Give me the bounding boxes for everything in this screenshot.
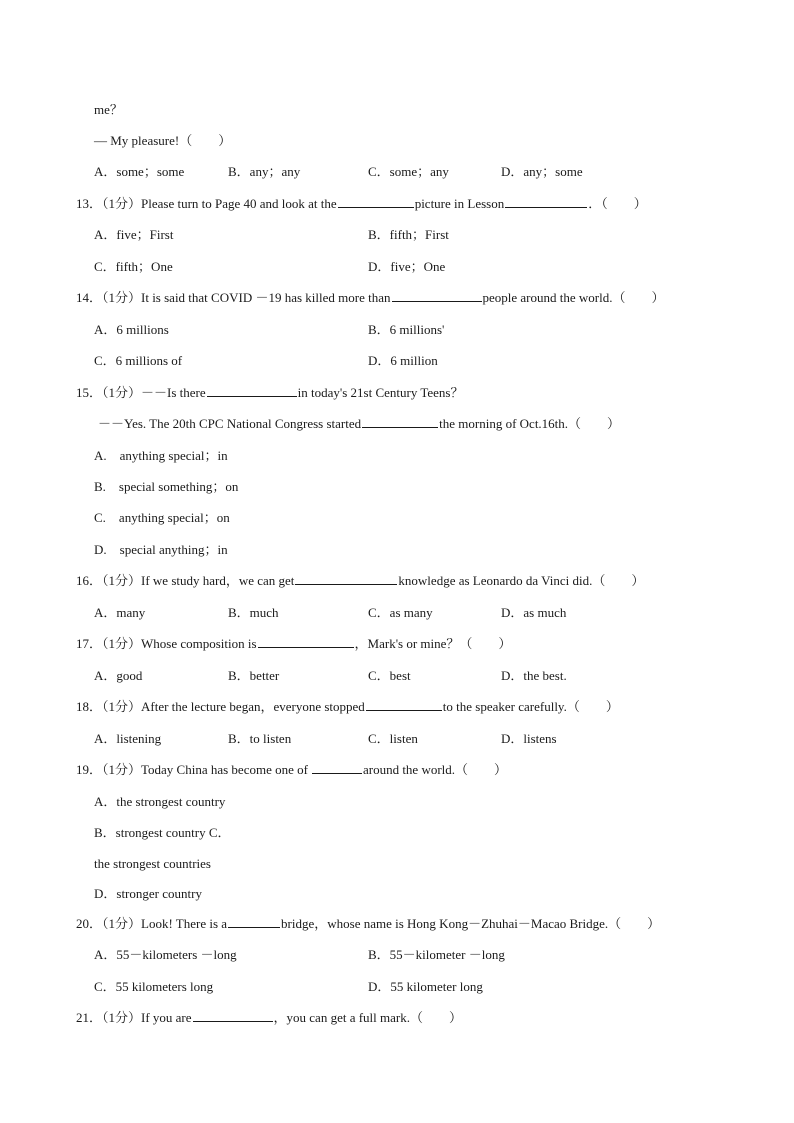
q12-response-text: — My pleasure!（ ） bbox=[94, 133, 232, 148]
q14-option-b[interactable]: B．6 millions' bbox=[368, 322, 445, 337]
q19-stem-suffix: around the world.（ ） bbox=[362, 762, 508, 777]
q20-stem-suffix: bridge，whose name is Hong Kong－Zhuhai－Macao Bridge.（ ） bbox=[281, 916, 661, 931]
q14-option-c[interactable]: C．6 millions of bbox=[94, 353, 183, 368]
q17-option-d[interactable]: D．the best. bbox=[501, 668, 567, 683]
q13-stem-prefix: 13．（1分）Please turn to Page 40 and look at the bbox=[76, 196, 337, 211]
q16-option-b[interactable]: B．much bbox=[228, 605, 279, 620]
q16-stem-prefix: 16．（1分）If we study hard，we can get bbox=[76, 573, 295, 588]
q20-option-b[interactable]: B．55－kilometer －long bbox=[368, 947, 505, 962]
q12-option-c[interactable]: C．some；any bbox=[368, 164, 449, 179]
q15-response-suffix: the morning of Oct.16th.（ ） bbox=[439, 416, 621, 431]
q15-stem-suffix: in today's 21st Century Teens？ bbox=[297, 385, 464, 400]
q17-stem-prefix: 17．（1分）Whose composition is bbox=[76, 636, 257, 651]
q14-stem-suffix: people around the world.（ ） bbox=[482, 290, 665, 305]
q20-stem-prefix: 20．（1分）Look! There is a bbox=[76, 916, 228, 931]
q20-option-a[interactable]: A．55－kilometers －long bbox=[94, 947, 237, 962]
q12-option-d[interactable]: D．any；some bbox=[501, 164, 583, 179]
q19-stem-prefix: 19．（1分）Today China has become one of bbox=[76, 762, 308, 777]
q13-option-c[interactable]: C．fifth；One bbox=[94, 259, 173, 274]
q15-option-d[interactable]: D. special anything；in bbox=[94, 542, 228, 557]
q13-stem bbox=[76, 196, 647, 212]
q21-stem bbox=[76, 1010, 462, 1026]
q13-stem-suffix: ．（ ） bbox=[588, 196, 647, 211]
q20-stem bbox=[76, 916, 660, 932]
q13-blank-1[interactable] bbox=[338, 196, 414, 208]
q12-option-b[interactable]: B．any；any bbox=[228, 164, 301, 179]
q15-response-prefix: －－Yes. The 20th CPC National Congress started bbox=[98, 416, 362, 431]
q18-stem-prefix: 18．（1分）After the lecture began，everyone stopped bbox=[76, 699, 365, 714]
q19-option-d[interactable]: D．stronger country bbox=[94, 886, 202, 901]
q16-option-a[interactable]: A．many bbox=[94, 605, 146, 620]
q20-option-c[interactable]: C．55 kilometers long bbox=[94, 979, 214, 994]
q14-option-a[interactable]: A．6 millions bbox=[94, 322, 169, 337]
q14-stem-prefix: 14．（1分）It is said that COVID －19 has killed more than bbox=[76, 290, 391, 305]
q13-option-a[interactable]: A．five；First bbox=[94, 227, 174, 242]
q18-stem-suffix: to the speaker carefully.（ ） bbox=[442, 699, 619, 714]
q13-stem-mid: picture in Lesson bbox=[414, 196, 505, 211]
q14-stem bbox=[76, 290, 664, 306]
q18-stem bbox=[76, 699, 619, 715]
q16-option-c[interactable]: C．as many bbox=[368, 605, 433, 620]
q16-stem-suffix: knowledge as Leonardo da Vinci did.（ ） bbox=[398, 573, 645, 588]
q17-option-c[interactable]: C．best bbox=[368, 668, 411, 683]
q17-option-b[interactable]: B．better bbox=[228, 668, 280, 683]
q14-blank[interactable] bbox=[392, 290, 482, 302]
q19-option-a[interactable]: A．the strongest country bbox=[94, 794, 226, 809]
q15-option-b[interactable]: B. special something；on bbox=[94, 479, 239, 494]
q21-blank[interactable] bbox=[193, 1010, 273, 1022]
q15-blank-2[interactable] bbox=[362, 416, 438, 428]
q21-stem-suffix: ，you can get a full mark.（ ） bbox=[273, 1010, 462, 1025]
q18-blank[interactable] bbox=[366, 699, 442, 711]
q18-option-c[interactable]: C．listen bbox=[368, 731, 418, 746]
q13-option-b[interactable]: B．fifth；First bbox=[368, 227, 449, 242]
q20-blank[interactable] bbox=[228, 916, 280, 928]
q15-stem-prefix: 15．（1分）－－Is there bbox=[76, 385, 206, 400]
q17-blank[interactable] bbox=[258, 636, 354, 648]
q18-option-d[interactable]: D．listens bbox=[501, 731, 557, 746]
q12-continuation-text: me？ bbox=[94, 102, 123, 117]
q16-blank[interactable] bbox=[295, 573, 397, 585]
q17-stem bbox=[76, 636, 511, 652]
q15-stem bbox=[76, 385, 463, 401]
q15-blank-1[interactable] bbox=[207, 385, 297, 397]
q21-stem-prefix: 21．（1分）If you are bbox=[76, 1010, 192, 1025]
q13-option-d[interactable]: D．five；One bbox=[368, 259, 446, 274]
q19-option-b[interactable]: B．strongest country C． bbox=[94, 825, 231, 840]
q15-option-c[interactable]: C. anything special；on bbox=[94, 510, 230, 525]
q16-stem bbox=[76, 573, 644, 589]
q17-stem-suffix: ，Mark's or mine？（ ） bbox=[354, 636, 512, 651]
q15-option-a[interactable]: A. anything special；in bbox=[94, 448, 228, 463]
q19-blank[interactable] bbox=[312, 762, 362, 774]
q17-option-a[interactable]: A．good bbox=[94, 668, 143, 683]
q12-option-a[interactable]: A．some；some bbox=[94, 164, 185, 179]
q14-option-d[interactable]: D．6 million bbox=[368, 353, 438, 368]
q13-blank-2[interactable] bbox=[505, 196, 587, 208]
q19-stem bbox=[76, 762, 507, 778]
q16-option-d[interactable]: D．as much bbox=[501, 605, 567, 620]
q19-option-c[interactable]: the strongest countries bbox=[94, 856, 211, 871]
q15-response bbox=[98, 416, 620, 432]
q20-option-d[interactable]: D．55 kilometer long bbox=[368, 979, 483, 994]
q18-option-b[interactable]: B．to listen bbox=[228, 731, 292, 746]
q18-option-a[interactable]: A．listening bbox=[94, 731, 162, 746]
